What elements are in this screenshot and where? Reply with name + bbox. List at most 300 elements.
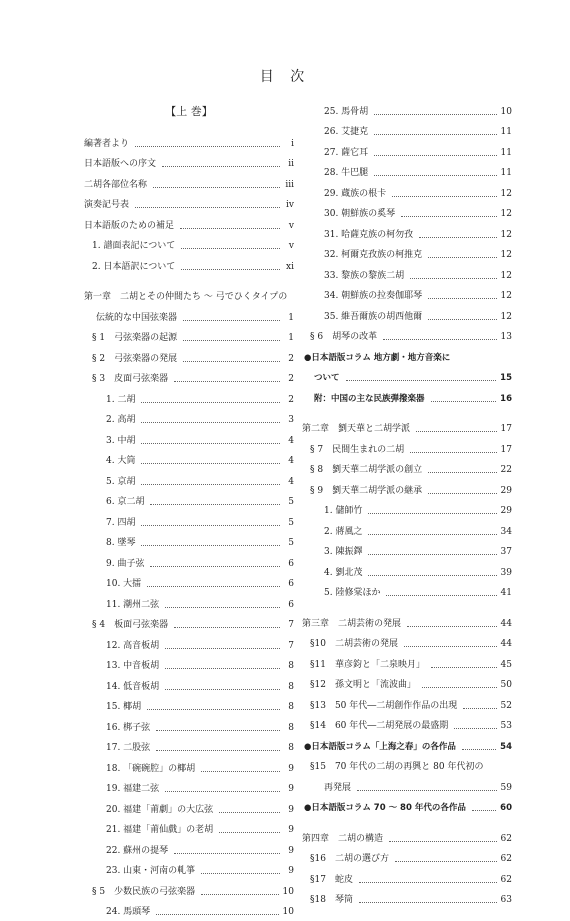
- toc-entry[interactable]: [302, 827, 512, 848]
- toc-entry[interactable]: [84, 388, 294, 409]
- section-gap: [84, 276, 294, 286]
- toc-entry[interactable]: [302, 121, 512, 142]
- toc-entry-page: 5: [284, 516, 294, 530]
- toc-entry-title: 17. 二股弦: [106, 741, 150, 755]
- toc-entry[interactable]: [84, 614, 294, 635]
- toc-entry-title: 23. 山東・河南の軋箏: [106, 864, 195, 878]
- toc-entry-page: 39: [501, 566, 512, 580]
- toc-entry-page: 17: [501, 422, 512, 436]
- page-title: 目 次: [0, 66, 570, 86]
- leader-dots: [156, 730, 280, 731]
- toc-entry-page: 7: [284, 639, 294, 653]
- toc-entry[interactable]: [84, 798, 294, 819]
- leader-dots: [147, 586, 280, 587]
- toc-entry[interactable]: [84, 716, 294, 737]
- toc-entry[interactable]: [302, 541, 512, 562]
- toc-entry[interactable]: [84, 429, 294, 450]
- leader-dots: [410, 278, 496, 279]
- toc-entry-page: 1: [284, 311, 294, 325]
- toc-entry-title: 21. 福建「莆仙戲」の老胡: [106, 823, 213, 837]
- toc-entry[interactable]: [84, 173, 294, 194]
- toc-entry-page: 11: [501, 146, 512, 160]
- toc-entry-page: 37: [501, 545, 512, 559]
- leader-dots: [165, 689, 280, 690]
- toc-entry[interactable]: [84, 655, 294, 676]
- toc-entry-page: 44: [501, 637, 512, 651]
- leader-dots: [150, 566, 280, 567]
- toc-entry-title: 1. 二胡: [106, 393, 135, 407]
- toc-entry[interactable]: [302, 735, 512, 756]
- toc-entry-title: 第四章 二胡の構造: [302, 832, 383, 846]
- leader-dots: [428, 319, 496, 320]
- toc-entry-title: § 1 弓弦楽器の起源: [92, 331, 177, 345]
- toc-entry-page: 62: [501, 873, 512, 887]
- leader-dots: [368, 534, 496, 535]
- toc-entry[interactable]: [302, 561, 512, 582]
- toc-entry-title: 2. 高胡: [106, 413, 135, 427]
- toc-entry[interactable]: [84, 593, 294, 614]
- toc-entry[interactable]: [302, 244, 512, 265]
- toc-entry-title: § 6 胡琴の改革: [310, 330, 377, 344]
- leader-dots: [147, 709, 280, 710]
- toc-entry-page: iv: [284, 198, 294, 212]
- leader-dots: [183, 361, 280, 362]
- toc-entry[interactable]: [302, 459, 512, 480]
- toc-entry-page: v: [284, 219, 294, 233]
- toc-entry-page: 6: [284, 577, 294, 591]
- section-gap: [302, 602, 512, 612]
- toc-entry[interactable]: [84, 757, 294, 778]
- toc-entry-title: §15 70 年代の二胡の再興と 80 年代初の: [310, 760, 483, 774]
- toc-entry-title: §16 二胡の選び方: [310, 852, 389, 866]
- leader-dots: [359, 882, 497, 883]
- toc-entry-title: 14. 低音板胡: [106, 680, 159, 694]
- leader-dots: [431, 667, 497, 668]
- volume-heading: 【上 巻】: [84, 100, 294, 124]
- toc-entry-page: 63: [501, 893, 512, 907]
- toc-entry-title: 演奏記号表: [84, 198, 129, 212]
- toc-entry-page: 50: [501, 678, 512, 692]
- toc-entry-page: 45: [501, 658, 512, 672]
- leader-dots: [181, 248, 280, 249]
- toc-entry-page: 52: [501, 699, 512, 713]
- leader-dots: [181, 269, 280, 270]
- leader-dots: [135, 207, 280, 208]
- leader-dots: [359, 902, 497, 903]
- toc-entry[interactable]: [84, 696, 294, 717]
- toc-entry-title: 31. 哈薩克族の柯勿孜: [324, 228, 413, 242]
- toc-entry-page: 6: [284, 598, 294, 612]
- toc-entry[interactable]: [302, 367, 512, 388]
- toc-entry-page: 29: [501, 484, 512, 498]
- toc-entry[interactable]: [302, 182, 512, 203]
- toc-entry[interactable]: [84, 491, 294, 512]
- toc-entry[interactable]: [84, 327, 294, 348]
- section-gap: [302, 408, 512, 418]
- toc-entry[interactable]: [302, 223, 512, 244]
- toc-entry[interactable]: [84, 737, 294, 758]
- leader-dots: [141, 422, 280, 423]
- leader-dots: [141, 463, 280, 464]
- toc-entry-page: 1: [284, 331, 294, 345]
- toc-entry[interactable]: [84, 532, 294, 553]
- toc-entry-page: 44: [501, 617, 512, 631]
- toc-entry-page: 9: [284, 803, 294, 817]
- leader-dots: [153, 187, 280, 188]
- toc-entry-title: 13. 中音板胡: [106, 659, 159, 673]
- toc-entry-title: ●日本語版コラム 70 ～ 80 年代の各作品: [304, 801, 466, 815]
- toc-entry-page: 54: [500, 740, 512, 754]
- toc-entry-title: 20. 福建「莆劇」の大広弦: [106, 803, 213, 817]
- toc-entry-title: 34. 朝鮮族の拉奏伽耶琴: [324, 289, 422, 303]
- leader-dots: [428, 472, 496, 473]
- toc-entry[interactable]: [84, 778, 294, 799]
- leader-dots: [374, 175, 496, 176]
- leader-dots: [407, 626, 497, 627]
- toc-entry-title: 15. 椰胡: [106, 700, 141, 714]
- toc-entry[interactable]: [302, 653, 512, 674]
- leader-dots: [374, 114, 496, 115]
- toc-entry-title: 22. 蘇州の提琴: [106, 844, 168, 858]
- toc-entry-page: 16: [500, 392, 512, 406]
- toc-entry-page: 8: [284, 700, 294, 714]
- leader-dots: [201, 771, 280, 772]
- toc-entry-page: 12: [501, 248, 512, 262]
- toc-entry-title: §18 琴筒: [310, 893, 353, 907]
- toc-entry[interactable]: [302, 776, 512, 797]
- toc-entry-title: 5. 陸修棠ほか: [324, 586, 380, 600]
- toc-entry-page: 41: [501, 586, 512, 600]
- toc-entry-title: ついて: [314, 371, 340, 385]
- toc-entry[interactable]: [302, 889, 512, 910]
- toc-entry-title: 8. 墜琴: [106, 536, 135, 550]
- leader-dots: [201, 873, 280, 874]
- toc-entry[interactable]: [84, 470, 294, 491]
- toc-entry-title: 2. 蔣風之: [324, 525, 362, 539]
- leader-dots: [422, 687, 497, 688]
- toc-entry[interactable]: [302, 582, 512, 603]
- toc-entry-page: 10: [283, 885, 294, 899]
- toc-entry-page: 9: [284, 782, 294, 796]
- toc-entry[interactable]: [84, 194, 294, 215]
- toc-entry-title: 25. 馬骨胡: [324, 105, 368, 119]
- toc-entry[interactable]: [84, 450, 294, 471]
- toc-entry-page: 13: [501, 330, 512, 344]
- toc-entry[interactable]: [84, 819, 294, 840]
- toc-entry-title: 7. 四胡: [106, 516, 135, 530]
- toc-entry-page: 6: [284, 557, 294, 571]
- leader-dots: [156, 914, 278, 915]
- leader-dots: [180, 228, 280, 229]
- toc-entry[interactable]: [302, 633, 512, 654]
- toc-entry[interactable]: [302, 264, 512, 285]
- toc-entry-page: 29: [501, 504, 512, 518]
- toc-entry-title: 3. 中胡: [106, 434, 135, 448]
- toc-entry[interactable]: [84, 368, 294, 389]
- toc-entry[interactable]: [84, 634, 294, 655]
- toc-entry-page: 15: [500, 371, 512, 385]
- toc-entry-title: 5. 京胡: [106, 475, 135, 489]
- toc-entry-page: iii: [284, 178, 294, 192]
- toc-entry-page: 12: [501, 228, 512, 242]
- toc-entry-title: 日本語版のための補足: [84, 219, 174, 233]
- leader-dots: [219, 812, 280, 813]
- toc-entry-page: 2: [284, 352, 294, 366]
- toc-entry[interactable]: [302, 387, 512, 408]
- toc-entry-page: 53: [501, 719, 512, 733]
- toc-right-list: [302, 100, 512, 909]
- toc-entry[interactable]: [84, 552, 294, 573]
- toc-entry-title: §14 60 年代―二胡発展の最盛期: [310, 719, 448, 733]
- toc-entry-title: 2. 日本語訳について: [92, 260, 175, 274]
- toc-entry-page: 12: [501, 207, 512, 221]
- toc-entry-page: 10: [501, 105, 512, 119]
- toc-entry-page: 4: [284, 475, 294, 489]
- toc-entry[interactable]: [302, 100, 512, 121]
- toc-entry-page: 3: [284, 413, 294, 427]
- toc-entry-title: 編著者より: [84, 137, 129, 151]
- toc-entry-page: 22: [501, 463, 512, 477]
- toc-entry-title: 二胡各部位名称: [84, 178, 147, 192]
- toc-entry-title: 16. 梆子弦: [106, 721, 150, 735]
- toc-entry-title: § 8 劉天華二胡学派の創立: [310, 463, 422, 477]
- leader-dots: [368, 513, 496, 514]
- toc-entry-title: § 7 民間生まれの二胡: [310, 443, 404, 457]
- leader-dots: [428, 257, 496, 258]
- toc-entry[interactable]: [302, 674, 512, 695]
- leader-dots: [165, 668, 280, 669]
- toc-entry-page: 9: [284, 844, 294, 858]
- toc-left-column: [84, 100, 294, 921]
- toc-entry-title: §10 二胡芸術の発展: [310, 637, 398, 651]
- toc-entry[interactable]: [302, 285, 512, 306]
- leader-dots: [462, 749, 496, 750]
- toc-entry[interactable]: [302, 715, 512, 736]
- leader-dots: [383, 339, 496, 340]
- toc-entry[interactable]: [84, 347, 294, 368]
- toc-entry[interactable]: [84, 839, 294, 860]
- leader-dots: [346, 380, 497, 381]
- toc-entry[interactable]: [84, 153, 294, 174]
- toc-entry-title: 10. 大擂: [106, 577, 141, 591]
- leader-dots: [183, 320, 280, 321]
- toc-entry[interactable]: [84, 235, 294, 256]
- leader-dots: [428, 493, 496, 494]
- leader-dots: [392, 196, 496, 197]
- toc-entry-title: 第一章 二胡とその仲間たち ～ 弓でひくタイプの: [84, 290, 287, 304]
- toc-entry-title: 再発展: [324, 781, 351, 795]
- toc-entry-page: 5: [284, 536, 294, 550]
- toc-entry-title: 28. 牛巴腿: [324, 166, 368, 180]
- toc-entry-page: 17: [501, 443, 512, 457]
- toc-entry-title: 19. 福建二弦: [106, 782, 159, 796]
- toc-entry-title: §12 孫文明と「流波曲」: [310, 678, 416, 692]
- toc-entry[interactable]: [84, 286, 294, 307]
- toc-entry-title: 9. 曲子弦: [106, 557, 144, 571]
- toc-entry[interactable]: [302, 346, 512, 367]
- toc-entry-title: 第二章 劉天華と二胡学派: [302, 422, 410, 436]
- toc-entry-page: 8: [284, 741, 294, 755]
- leader-dots: [404, 646, 497, 647]
- leader-dots: [141, 443, 280, 444]
- toc-entry-title: § 3 皮面弓弦楽器: [92, 372, 168, 386]
- toc-entry[interactable]: [84, 255, 294, 276]
- toc-entry[interactable]: [302, 438, 512, 459]
- leader-dots: [416, 431, 497, 432]
- toc-entry-title: 6. 京二胡: [106, 495, 144, 509]
- toc-entry-page: 7: [284, 618, 294, 632]
- toc-entry-title: 29. 蔵族の根卡: [324, 187, 386, 201]
- toc-entry[interactable]: [84, 880, 294, 901]
- toc-entry-page: 8: [284, 659, 294, 673]
- leader-dots: [141, 525, 280, 526]
- leader-dots: [386, 595, 496, 596]
- toc-right-column: [302, 100, 512, 909]
- toc-entry[interactable]: [84, 860, 294, 881]
- leader-dots: [165, 607, 280, 608]
- toc-entry-page: 4: [284, 434, 294, 448]
- toc-entry-title: 12. 高音板胡: [106, 639, 159, 653]
- toc-entry[interactable]: [84, 675, 294, 696]
- toc-entry-title: 附：中国の主な民族弾撥楽器: [314, 392, 425, 406]
- toc-entry[interactable]: [302, 848, 512, 869]
- toc-entry-page: 12: [501, 310, 512, 324]
- toc-entry[interactable]: [302, 612, 512, 633]
- toc-entry[interactable]: [302, 694, 512, 715]
- toc-entry[interactable]: [84, 511, 294, 532]
- toc-entry[interactable]: [84, 901, 294, 921]
- toc-entry[interactable]: [302, 520, 512, 541]
- toc-entry-page: xi: [284, 260, 294, 274]
- leader-dots: [431, 401, 497, 402]
- toc-entry[interactable]: [302, 203, 512, 224]
- toc-entry-title: 18. 「碗碗腔」の椰胡: [106, 762, 195, 776]
- toc-entry-page: 60: [500, 801, 512, 815]
- toc-entry-title: § 9 劉天華二胡学派の継承: [310, 484, 422, 498]
- leader-dots: [183, 340, 280, 341]
- toc-entry-title: 1. 儲師竹: [324, 504, 362, 518]
- toc-entry[interactable]: [302, 479, 512, 500]
- toc-entry[interactable]: [84, 214, 294, 235]
- toc-entry-page: 34: [501, 525, 512, 539]
- leader-dots: [368, 554, 496, 555]
- toc-entry-title: § 4 板面弓弦楽器: [92, 618, 168, 632]
- toc-entry[interactable]: [302, 305, 512, 326]
- leader-dots: [162, 166, 280, 167]
- toc-entry-page: v: [284, 239, 294, 253]
- toc-entry-page: 12: [501, 269, 512, 283]
- toc-entry-title: 3. 陳振鐸: [324, 545, 362, 559]
- toc-entry-page: 10: [283, 905, 294, 919]
- leader-dots: [395, 861, 497, 862]
- toc-entry[interactable]: [84, 573, 294, 594]
- toc-entry-title: §17 蛇皮: [310, 873, 353, 887]
- leader-dots: [141, 402, 280, 403]
- toc-entry[interactable]: [302, 141, 512, 162]
- toc-entry-page: 2: [284, 393, 294, 407]
- leader-dots: [135, 146, 280, 147]
- toc-entry[interactable]: [302, 326, 512, 347]
- leader-dots: [165, 791, 280, 792]
- toc-entry[interactable]: [302, 756, 512, 777]
- toc-entry-page: 8: [284, 721, 294, 735]
- toc-entry-title: § 2 弓弦楽器の発展: [92, 352, 177, 366]
- toc-entry-title: §13 50 年代―二胡創作作品の出現: [310, 699, 457, 713]
- toc-entry-page: 62: [501, 832, 512, 846]
- leader-dots: [463, 708, 496, 709]
- toc-entry[interactable]: [302, 868, 512, 889]
- toc-entry-title: 27. 薩它耳: [324, 146, 368, 160]
- toc-entry-page: 11: [501, 125, 512, 139]
- leader-dots: [454, 728, 496, 729]
- toc-entry-title: 26. 艾捷克: [324, 125, 368, 139]
- toc-entry[interactable]: [84, 409, 294, 430]
- leader-dots: [410, 452, 496, 453]
- toc-entry-title: 伝統的な中国弦楽器: [96, 311, 177, 325]
- toc-entry-title: 11. 潮州二弦: [106, 598, 159, 612]
- toc-entry-page: i: [284, 137, 294, 151]
- leader-dots: [428, 298, 496, 299]
- toc-entry-title: 4. 劉北茂: [324, 566, 362, 580]
- toc-entry-title: 33. 黎族の黎族二胡: [324, 269, 404, 283]
- toc-entry-title: ●日本語版コラム「上海之春」の各作品: [304, 740, 456, 754]
- leader-dots: [174, 853, 280, 854]
- leader-dots: [374, 155, 496, 156]
- toc-entry-page: ii: [284, 157, 294, 171]
- leader-dots: [401, 216, 496, 217]
- toc-entry-title: § 5 少数民族の弓弦楽器: [92, 885, 195, 899]
- toc-entry-page: 2: [284, 372, 294, 386]
- toc-entry-page: 11: [501, 166, 512, 180]
- toc-entry-title: 1. 譜面表記について: [92, 239, 175, 253]
- toc-entry[interactable]: [84, 132, 294, 153]
- toc-entry[interactable]: [302, 418, 512, 439]
- toc-left-list: [84, 132, 294, 921]
- leader-dots: [357, 790, 497, 791]
- toc-entry-title: 第三章 二胡芸術の発展: [302, 617, 401, 631]
- toc-entry-page: 5: [284, 495, 294, 509]
- leader-dots: [174, 381, 280, 382]
- toc-entry-title: 日本語版への序文: [84, 157, 156, 171]
- leader-dots: [219, 832, 280, 833]
- leader-dots: [141, 484, 280, 485]
- toc-entry-page: 9: [284, 864, 294, 878]
- leader-dots: [472, 810, 496, 811]
- toc-entry-page: 9: [284, 762, 294, 776]
- toc-entry-page: 4: [284, 454, 294, 468]
- toc-entry-title: 32. 柯爾克孜族の柯推克: [324, 248, 422, 262]
- toc-entry[interactable]: [302, 162, 512, 183]
- toc-entry[interactable]: [84, 306, 294, 327]
- toc-entry[interactable]: [302, 500, 512, 521]
- leader-dots: [141, 545, 280, 546]
- toc-entry-title: 24. 馬頭琴: [106, 905, 150, 919]
- leader-dots: [368, 575, 496, 576]
- leader-dots: [165, 648, 280, 649]
- section-gap: [302, 817, 512, 827]
- toc-entry-title: 30. 朝鮮族の奚琴: [324, 207, 395, 221]
- leader-dots: [201, 894, 278, 895]
- toc-entry-title: 35. 維吾爾族の胡西他爾: [324, 310, 422, 324]
- leader-dots: [174, 627, 280, 628]
- toc-entry-page: 59: [501, 781, 512, 795]
- toc-entry-page: 9: [284, 823, 294, 837]
- toc-entry-title: §11 華彦鈞と「二泉映月」: [310, 658, 425, 672]
- toc-entry-page: 62: [501, 852, 512, 866]
- leader-dots: [156, 750, 280, 751]
- toc-entry-page: 12: [501, 187, 512, 201]
- toc-entry-page: 8: [284, 680, 294, 694]
